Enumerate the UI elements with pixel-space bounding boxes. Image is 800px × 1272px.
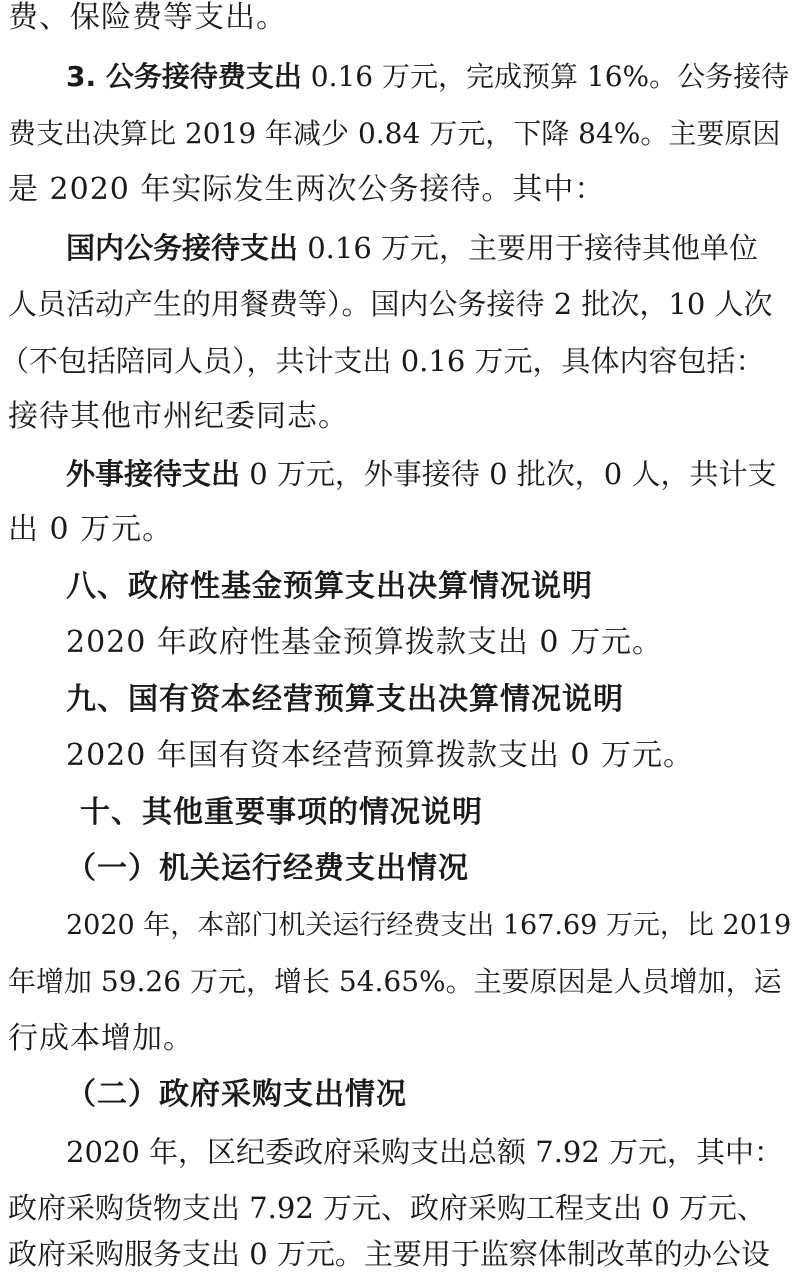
paragraph-line: 2020 年，区纪委政府采购支出总额 7.92 万元，其中： xyxy=(66,1135,784,1169)
reception-expense-heading: 3. 公务接待费支出 xyxy=(66,60,302,93)
paragraph-line: 政府采购货物支出 7.92 万元、政府采购工程支出 0 万元、 xyxy=(8,1191,766,1225)
paragraph-line: （不包括陪同人员），共计支出 0.16 万元，具体内容包括： xyxy=(0,344,765,378)
paragraph-line: 2020 年政府性基金预算拨款支出 0 万元。 xyxy=(66,625,664,660)
paragraph-line: 政府采购服务支出 0 万元。主要用于监察体制改革的办公设 xyxy=(8,1237,770,1271)
paragraph-line: 是 2020 年实际发生两次公务接待。其中： xyxy=(8,172,606,207)
paragraph-line: 2020 年国有资本经营预算拨款支出 0 万元。 xyxy=(66,738,695,773)
reception-expense-line xyxy=(66,59,789,95)
paragraph-line: 出 0 万元。 xyxy=(8,512,174,547)
subsection-heading-2: （二）政府采购支出情况 xyxy=(66,1077,407,1112)
section-heading-8: 八、政府性基金预算支出决算情况说明 xyxy=(66,569,593,604)
paragraph-line: 费支出决算比 2019 年减少 0.84 万元，下降 84%。主要原因 xyxy=(8,117,781,150)
paragraph-line: 人员活动产生的用餐费等）。国内公务接待 2 批次，10 人次 xyxy=(8,287,773,321)
subsection-heading-1: （一）机关运行经费支出情况 xyxy=(66,851,469,886)
domestic-reception-heading: 国内公务接待支出 xyxy=(66,231,299,265)
section-heading-10: 十、其他重要事项的情况说明 xyxy=(80,795,483,830)
paragraph-line: 行成本增加。 xyxy=(8,1021,194,1056)
paragraph-line: 费、保险费等支出。 xyxy=(8,0,287,35)
reception-expense-text: 0.16 万元，完成预算 16%。公务接待 xyxy=(301,60,790,93)
domestic-reception-text: 0.16 万元，主要用于接待其他单位 xyxy=(298,231,759,265)
paragraph-line: 2020 年，本部门机关运行经费支出 167.69 万元，比 2019 xyxy=(66,910,792,941)
domestic-reception-line xyxy=(66,230,758,266)
foreign-reception-line xyxy=(66,456,776,492)
foreign-reception-text: 0 万元，外事接待 0 批次，0 人，共计支 xyxy=(240,457,777,491)
paragraph-line: 接待其他市州纪委同志。 xyxy=(8,399,349,434)
section-heading-9: 九、国有资本经营预算支出决算情况说明 xyxy=(66,682,624,717)
foreign-reception-heading: 外事接待支出 xyxy=(66,457,241,491)
paragraph-line: 年增加 59.26 万元，增长 54.65%。主要原因是人员增加，运 xyxy=(8,965,782,998)
